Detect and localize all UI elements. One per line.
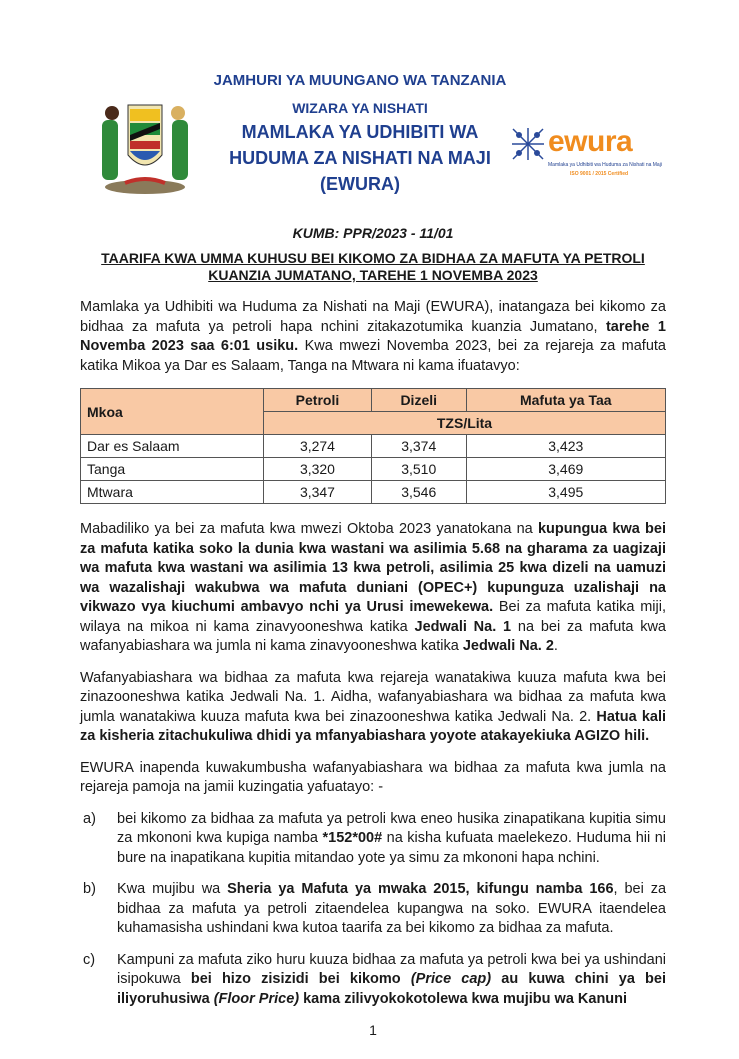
price-table [80,388,666,504]
kerosene-price: 3,469 [466,458,665,481]
list-label: c) [83,951,96,968]
ewura-logo [510,126,670,186]
text-segment: Bei za mafuta katika miji, wilaya na mikoa ni kama zinavyooneshwa katika [80,599,666,635]
reminder-paragraph [80,759,666,798]
list-label: b) [83,881,96,897]
header-republic: JAMHURI YA MUUNGANO WA TANZANIA [213,72,507,89]
ewura-tagline: Mamlaka ya Udhibiti wa Huduma za Nishati na Maji [548,162,662,168]
header-authority-acronym: (EWURA) [320,174,400,194]
col-header-kerosene: Mafuta ya Taa [466,389,665,412]
bold-text: Jedwali Na. 1 [414,618,512,635]
diesel-price: 3,374 [371,435,466,458]
text-segment: . [553,638,558,654]
table-row [81,435,666,458]
letterhead [0,0,739,210]
text-segment: Mabadiliko ya bei za mafuta kwa mwezi Oktoba 2023 yanatokana na [80,521,538,537]
list-item [80,810,666,869]
petrol-price: 3,347 [264,481,372,504]
text-segment: Kwa mwezi Novemba 2023, bei za rejareja za mafuta katika Mikoa ya Dar es Salaam, Tanga na Mtwara ni kama ifuatavyo: [80,338,666,374]
compliance-paragraph [80,669,666,747]
bold-text: kama zilivyokokotolewa kwa mujibu wa Kanuni [299,990,628,1007]
kerosene-price: 3,423 [466,435,665,458]
text-segment: Kwa mujibu wa [117,881,228,897]
diesel-price: 3,546 [371,481,466,504]
bold-text: kupungua kwa bei za mafuta katika soko la dunia kwa wastani wa asilimia 5.68 na gharama za uagizaji wa mafuta kwa wastani wa asilimia 13 kwa petroli, asilimia 25 kwa dizeli na uamuzi wa wazalishaji wakubwa wa mafuta duniani (OPEC+) kupunguza uzalishaji na vikwazo vya kiuchumi ambavyo nchi ya Urusi imewekewa. [80,521,667,615]
bold-text: (Price cap) [410,971,492,987]
bold-text: Jedwali Na. 2 [462,638,554,654]
unit-header: TZS/Lita [264,412,666,435]
list-text [117,880,666,939]
ewura-star-icon [510,126,546,162]
text-segment: na bei za mafuta kwa wafanyabiashara wa jumla ni kama zinavyooneshwa katika [80,618,666,654]
kerosene-price: 3,495 [466,481,665,504]
list-item [80,951,666,1010]
region-cell: Dar es Salaam [81,435,264,458]
document-title: TAARIFA KWA UMMA KUHUSU BEI KIKOMO ZA BIDHAA ZA MAFUTA YA PETROLI KUANZIA JUMATANO, TAREHE 1 NOVEMBA 2023 [101,250,645,283]
col-header-region: Mkoa [81,389,264,435]
col-header-diesel: Dizeli [371,389,466,412]
region-cell: Tanga [81,458,264,481]
text-segment: Mamlaka ya Udhibiti wa Huduma za Nishati na Maji (EWURA), inatangaza bei kikomo za bidhaa za mafuta ya petroli hapa nchini zitakazotumika kuanzia Jumatano, [80,299,666,335]
bold-text: au kuwa chini ya bei iliyoruhusiwa [117,971,666,1007]
bold-text: bei hizo zisizidi bei kikomo [190,971,411,987]
region-cell: Mtwara [81,481,264,504]
document-body [80,224,666,1059]
list-label: a) [83,810,96,827]
bold-text: tarehe 1 Novemba 2023 saa 6:01 usiku. [80,318,666,354]
list-text [117,951,666,1010]
petrol-price: 3,274 [264,435,372,458]
text-segment: bei kikomo za bidhaa za mafuta ya petroli kwa eneo husika zinapatikana kupitia simu za mkononi kwa kupiga namba [117,810,666,846]
price-change-paragraph [80,520,666,657]
text-segment: na kisha kufuata maelekezo. Huduma hii ni bure na inapatikana kupitia mitandao yote ya simu za mkononi hapa nchini. [117,830,666,866]
diesel-price: 3,510 [371,458,466,481]
petrol-price: 3,320 [264,458,372,481]
bold-text: *152*00# [322,830,383,846]
table-row [81,458,666,481]
header-ministry: WIZARA YA NISHATI [292,100,428,116]
bold-text: (Floor Price) [213,990,300,1007]
ewura-iso: ISO 9001 / 2015 Certified [570,171,629,177]
text-segment: Wafanyabiashara wa bidhaa za mafuta kwa rejareja wanatakiwa kuuza mafuta kwa bei zinazooneshwa katika Jedwali Na. 1. Aidha, wafanyabiashara wa bidhaa za mafuta kwa jumla wanatakiwa kuuza mafuta kwa bei zinazooneshwa katika Jedwali Na. 2. [80,669,666,725]
header-authority-line2: HUDUMA ZA NISHATI NA MAJI [229,148,491,168]
list-text [117,810,666,869]
text-segment: EWURA inapenda kuwakumbusha wafanyabiashara wa bidhaa za mafuta kwa jumla na rejareja pamoja na jamii kuzingatia yafuatayo: - [80,759,666,795]
page-number: 1 [369,1022,377,1038]
text-segment: Kampuni za mafuta ziko huru kuuza bidhaa za mafuta ya petroli kwa bei ya ushindani isipokuwa [117,951,666,987]
col-header-petrol: Petroli [264,389,372,412]
list-item [80,880,666,939]
coat-of-arms-emblem [100,95,190,195]
table-row [81,481,666,504]
header-authority-line1: MAMLAKA YA UDHIBITI WA [241,122,479,142]
bold-text: Sheria ya Mafuta ya mwaka 2015, kifungu namba 166 [227,881,614,897]
reference-number: KUMB: PPR/2023 - 11/01 [292,225,454,241]
bold-text: Hatua kali za kisheria zitachukuliwa dhidi ya mfanyabiashara yoyote atakayekiuka AGIZO hili. [80,708,667,744]
ewura-wordmark: ewura [548,125,633,158]
text-segment: , bei za bidhaa za mafuta ya petroli zitaendelea kupangwa na soko. EWURA itaendelea kuhamasisha ushindani kwa kutoa taarifa za bei kikomo za bidhaa za mafuta. [117,881,667,936]
intro-paragraph [80,298,666,376]
